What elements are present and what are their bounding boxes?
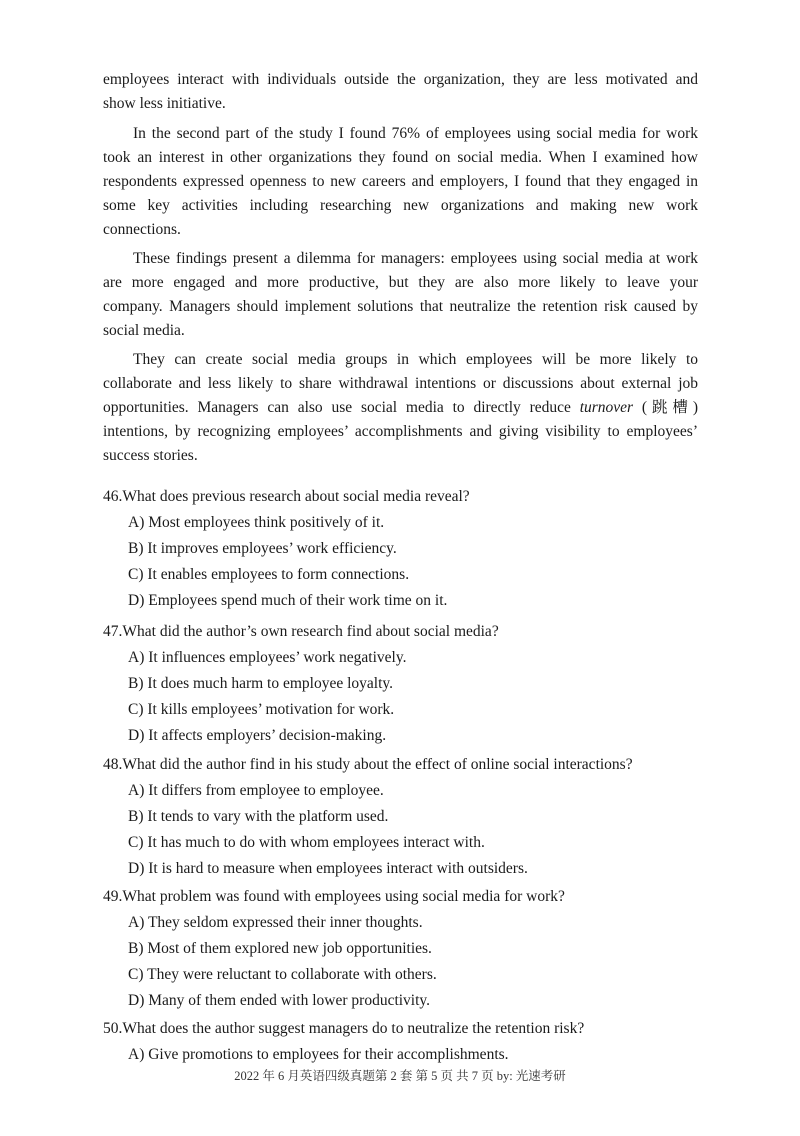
paragraph-line: success stories. — [103, 447, 198, 464]
paragraph-line: intentions, by recognizing employees’ accomplishments and giving visibility to employees’ — [103, 423, 698, 440]
paragraph-line: These findings present a dilemma for managers: employees using social media at work — [133, 250, 698, 267]
question-stem: 50.What does the author suggest managers do to neutralize the retention risk? — [103, 1020, 585, 1037]
answer-option: A) Most employees think positively of it. — [128, 514, 385, 531]
answer-option: B) It tends to vary with the platform used. — [128, 808, 389, 825]
paragraph-line: collaborate and less likely to share withdrawal intentions or discussions about external job — [103, 375, 698, 392]
answer-option: B) It improves employees’ work efficiency. — [128, 540, 397, 557]
answer-option: C) It enables employees to form connections. — [128, 566, 410, 583]
answer-option: B) Most of them explored new job opportunities. — [128, 940, 432, 957]
question-block — [103, 1016, 703, 1068]
answer-option: B) It does much harm to employee loyalty. — [128, 675, 394, 692]
paragraph — [103, 122, 698, 242]
paragraph-line: took an interest in other organizations they found on social media. When I examined how — [103, 149, 698, 166]
question-block — [103, 619, 703, 749]
answer-option: C) They were reluctant to collaborate with others. — [128, 966, 437, 983]
answer-option: D) Many of them ended with lower productivity. — [128, 992, 431, 1009]
answer-option: C) It has much to do with whom employees interact with. — [128, 834, 485, 851]
answer-option: D) It affects employers’ decision-making. — [128, 727, 387, 744]
paragraph-line: show less initiative. — [103, 95, 226, 112]
paragraph-line: are more engaged and more productive, but they are also more likely to leave your — [103, 274, 698, 291]
paragraph-line: employees interact with individuals outside the organization, they are less motivated and — [103, 71, 698, 88]
paragraph — [103, 68, 698, 116]
answer-option: D) It is hard to measure when employees interact with outsiders. — [128, 860, 528, 877]
paragraph-line: respondents expressed openness to new careers and employers, I found that they engaged in — [103, 173, 698, 190]
paragraph-line: They can create social media groups in which employees will be more likely to — [133, 351, 698, 368]
question-block — [103, 484, 703, 614]
paragraph — [103, 247, 698, 343]
question-block — [103, 884, 703, 1014]
answer-option: A) It differs from employee to employee. — [128, 782, 384, 799]
paragraph-line: In the second part of the study I found 76% of employees using social media for work — [133, 125, 698, 142]
question-stem: 47.What did the author’s own research find about social media? — [103, 623, 499, 640]
paragraph-line: company. Managers should implement solutions that neutralize the retention risk caused by — [103, 298, 698, 315]
answer-option: C) It kills employees’ motivation for work. — [128, 701, 395, 718]
question-block — [103, 752, 703, 882]
answer-option: A) Give promotions to employees for their accomplishments. — [128, 1046, 509, 1063]
paragraph-line: some key activities including researching new organizations and making new work — [103, 197, 698, 214]
answer-option: A) It influences employees’ work negatively. — [128, 649, 407, 666]
question-stem: 46.What does previous research about social media reveal? — [103, 488, 470, 505]
paragraph-line: opportunities. Managers can also use social media to directly reduce turnover (跳槽) — [103, 399, 698, 416]
answer-option: D) Employees spend much of their work time on it. — [128, 592, 448, 609]
paragraph — [103, 348, 698, 468]
answer-option: A) They seldom expressed their inner thoughts. — [128, 914, 423, 931]
page-footer: 2022 年 6 月英语四级真题第 2 套 第 5 页 共 7 页 by: 光速考研 — [234, 1069, 566, 1083]
question-stem: 49.What problem was found with employees using social media for work? — [103, 888, 565, 905]
italic-term: turnover — [579, 399, 634, 416]
paragraph-line: social media. — [103, 322, 185, 339]
paragraph-line: connections. — [103, 221, 181, 238]
question-stem: 48.What did the author find in his study about the effect of online social interactions? — [103, 756, 633, 773]
